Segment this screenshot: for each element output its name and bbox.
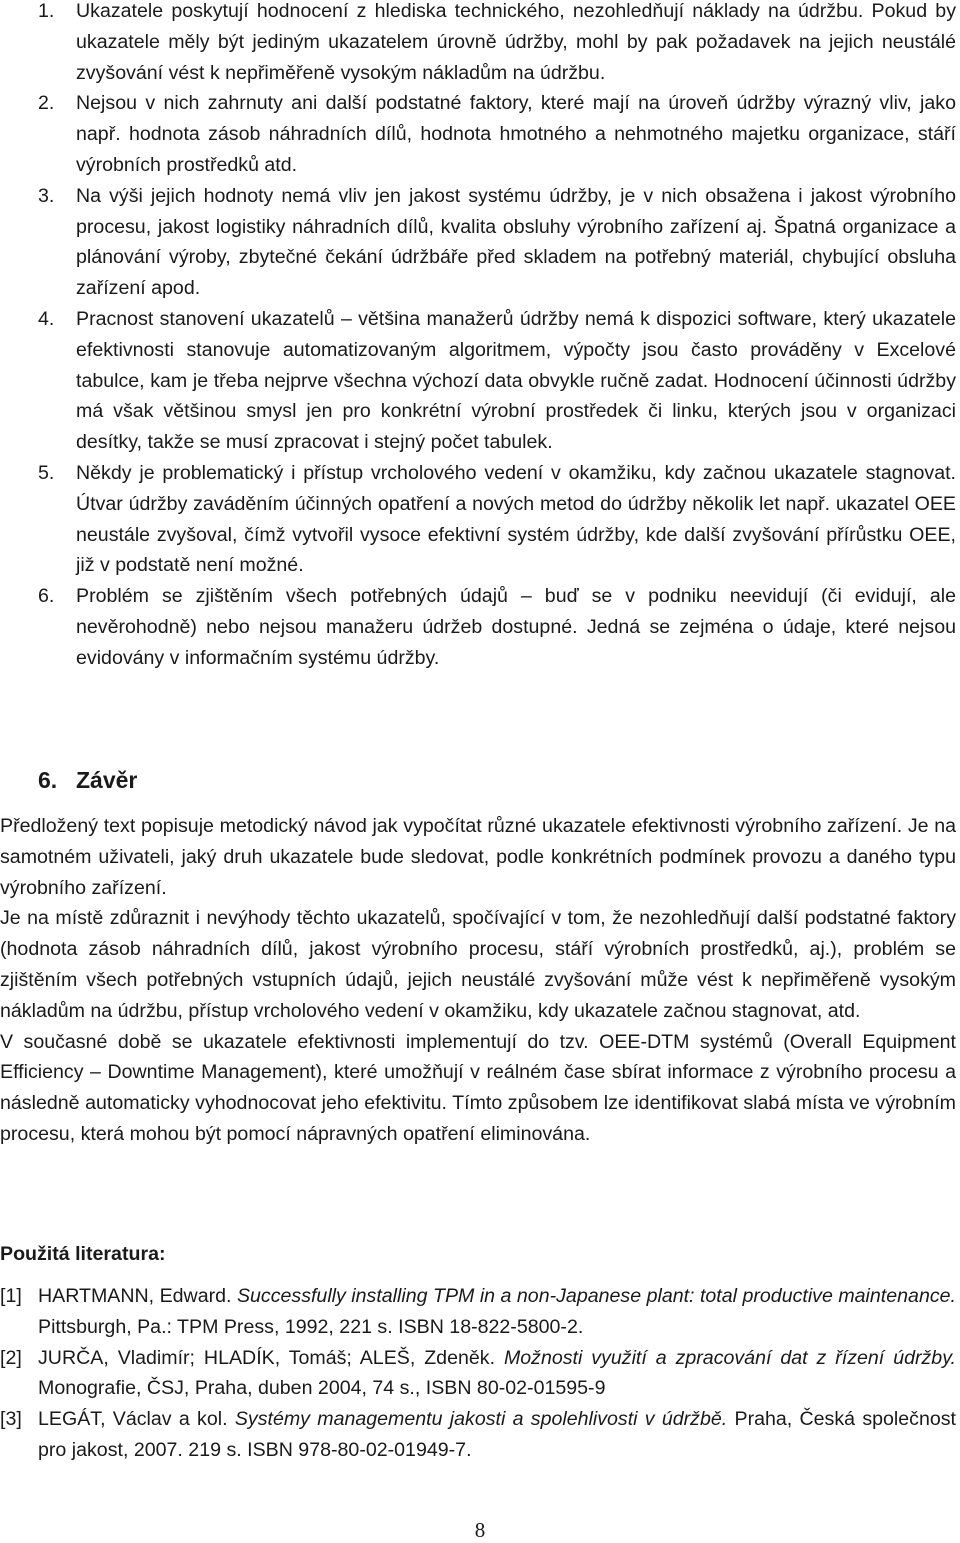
list-item-text: Ukazatele poskytují hodnocení z hlediska technického, nezohledňují náklady na údržbu. Pokud by ukazatele měly být jediným ukazatelem úrovně údržby, mohl by pak požadavek na jejich neustálé zvyšování vést k nepřiměřeně vysokým nákladům na údržbu. bbox=[76, 0, 956, 84]
reference-title: Možnosti využití a zpracování dat z řízení údržby. bbox=[503, 1346, 956, 1369]
list-item-text: Pracnost stanovení ukazatelů – většina manažerů údržby nemá k dispozici software, který ukazatele efektivnosti stanovuje automatizovaným algoritmem, výpočty jsou často prováděny v Excelové tabulce, kam je třeba nejprve všechna výchozí data obvykle ručně zadat. Hodnocení účinnosti údržby má však většinou smysl jen pro konkrétní výrobní prostředek či linku, kterých jsou v organizaci desítky, takže se musí zpracovat i stejný počet tabulek. bbox=[76, 307, 956, 454]
section-heading bbox=[38, 764, 137, 796]
disadvantages-list bbox=[0, 0, 960, 674]
reference-item bbox=[0, 1343, 956, 1405]
conclusion-body bbox=[0, 811, 956, 1150]
list-item-text: Nejsou v nich zahrnuty ani další podstatné faktory, které mají na úroveň údržby výrazný vliv, jako např. hodnota zásob náhradních dílů, hodnota hmotného a nehmotného majetku organizace, stáří výrobních prostředků atd. bbox=[76, 92, 956, 176]
reference-details: Praha, Česká společnost pro jakost, 2007. 219 s. ISBN 978-80-02-01949-7. bbox=[38, 1408, 956, 1461]
paragraph: V současné době se ukazatele efektivnosti implementují do tzv. OEE-DTM systémů (Overall Equipment Efficiency – Downtime Management), které umožňují v reálném čase sbírat informace z výrobního procesu a následně automaticky vyhodnocovat jeho efektivitu. Tímto způsobem lze identifikovat slabá místa ve výrobním procesu, která mohou být pomocí nápravných opatření eliminována. bbox=[0, 1030, 956, 1145]
list-item bbox=[0, 458, 960, 581]
list-item-number: 2. bbox=[38, 92, 55, 115]
paragraph: Předložený text popisuje metodický návod jak vypočítat různé ukazatele efektivnosti výrobního zařízení. Je na samotném uživateli, jaký druh ukazatele bude sledovat, podle konkrétních podmínek provozu a daného typu výrobního zařízení. bbox=[0, 815, 956, 899]
reference-authors: HARTMANN, Edward. bbox=[38, 1285, 232, 1307]
reference-details: Monografie, ČSJ, Praha, duben 2004, 74 s., ISBN 80-02-01595-9 bbox=[38, 1377, 606, 1400]
references-list bbox=[0, 1281, 956, 1466]
list-item-number: 1. bbox=[38, 0, 55, 22]
reference-authors: JURČA, Vladimír; HLADÍK, Tomáš; ALEŠ, Zdeněk. bbox=[38, 1346, 496, 1369]
reference-title: Successfully installing TPM in a non-Japanese plant: total productive maintenance. bbox=[236, 1285, 956, 1307]
section-title: Závěr bbox=[76, 767, 138, 793]
reference-title: Systémy managementu jakosti a spolehlivosti v údržbě. bbox=[234, 1408, 728, 1431]
list-item bbox=[0, 88, 960, 180]
list-item bbox=[0, 181, 960, 304]
reference-number: [2] bbox=[0, 1346, 22, 1369]
list-item-text: Na výši jejich hodnoty nemá vliv jen jakost systému údržby, je v nich obsažena i jakost výrobního procesu, jakost logistiky náhradních dílů, kvalita obsluhy výrobního zařízení aj. Špatná organizace a plánování výroby, zbytečné čekání údržbáře před skladem na potřebný materiál, chybující obsluha zařízení apod. bbox=[76, 184, 956, 300]
paragraph: Je na místě zdůraznit i nevýhody těchto ukazatelů, spočívající v tom, že nezohledňují další podstatné faktory (hodnota zásob náhradních dílů, jakost výrobního procesu, stáří výrobních prostředků, aj.), problém se zjištěním všech potřebných vstupních údajů, jejich neustálé zvyšování může vést k nepřiměřeně vysokým nákladům na údržbu, přístup vrcholového vedení v okamžiku, kdy ukazatele začnou stagnovat, atd. bbox=[0, 907, 956, 1022]
reference-item bbox=[0, 1404, 956, 1466]
reference-number: [1] bbox=[0, 1285, 22, 1307]
list-item bbox=[0, 0, 960, 88]
list-item-number: 3. bbox=[38, 184, 55, 207]
section-number: 6. bbox=[38, 767, 58, 793]
page-number: 8 bbox=[474, 1518, 486, 1542]
list-item-text: Problém se zjištěním všech potřebných údajů – buď se v podniku neevidují (či evidují, ale nevěrohodně) nebo nejsou manažeru údržeb dostupné. Jedná se zejména o údaje, které nejsou evidovány v informačním systému údržby. bbox=[76, 585, 956, 669]
reference-item bbox=[0, 1281, 956, 1343]
list-item bbox=[0, 581, 960, 673]
list-item-number: 5. bbox=[38, 461, 55, 484]
literature-heading: Použitá literatura: bbox=[0, 1243, 166, 1265]
list-item-text: Někdy je problematický i přístup vrcholového vedení v okamžiku, kdy začnou ukazatele stagnovat. Útvar údržby zaváděním účinných opatření a nových metod do údržby několik let např. ukazatel OEE neustále zvyšoval, čímž vytvořil vysoce efektivní systém údržby, kde další zvyšování přírůstku OEE, již v podstatě není možné. bbox=[76, 461, 956, 577]
list-item-number: 4. bbox=[38, 307, 55, 330]
reference-details: Pittsburgh, Pa.: TPM Press, 1992, 221 s. ISBN 18-822-5800-2. bbox=[38, 1315, 584, 1338]
list-item bbox=[0, 304, 960, 458]
reference-authors: LEGÁT, Václav a kol. bbox=[38, 1408, 228, 1431]
reference-number: [3] bbox=[0, 1408, 22, 1431]
list-item-number: 6. bbox=[38, 585, 55, 608]
